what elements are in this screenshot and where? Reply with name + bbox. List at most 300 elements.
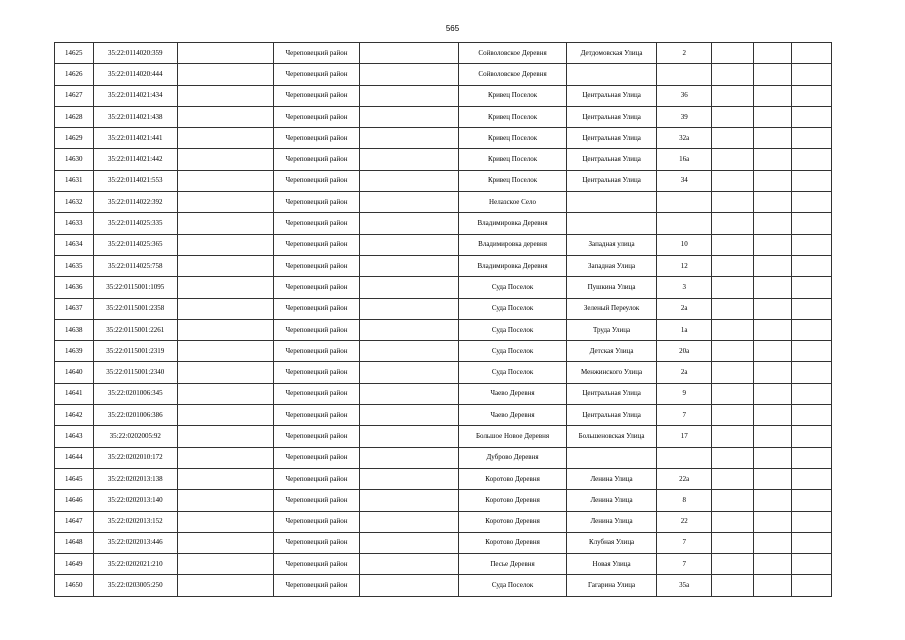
cell-record-number: 14643 <box>55 426 94 447</box>
cell-district: Череповецкий район <box>274 85 359 106</box>
cell-street: Западная улица <box>566 234 656 255</box>
cell-record-number: 14626 <box>55 64 94 85</box>
cell-empty <box>792 319 832 340</box>
cell-empty <box>177 43 273 64</box>
cell-empty <box>753 277 792 298</box>
cell-cadastral-number: 35:22:0201006:345 <box>93 383 177 404</box>
cell-empty <box>753 532 792 553</box>
cell-street <box>566 447 656 468</box>
table-row <box>55 319 832 340</box>
cell-empty <box>753 575 792 596</box>
cell-district: Череповецкий район <box>274 64 359 85</box>
table-row <box>55 298 832 319</box>
cell-empty <box>359 341 459 362</box>
cell-house-number: 2а <box>657 298 712 319</box>
cell-empty <box>177 149 273 170</box>
cell-locality: Суда Поселок <box>459 277 567 298</box>
cell-street: Зеленый Переулок <box>566 298 656 319</box>
cell-empty <box>359 554 459 575</box>
cell-house-number: 20а <box>657 341 712 362</box>
cell-house-number: 7 <box>657 405 712 426</box>
cell-empty <box>177 532 273 553</box>
page-number: 565 <box>445 24 460 33</box>
table-row <box>55 511 832 532</box>
cell-street: Центральная Улица <box>566 106 656 127</box>
cell-empty <box>712 575 754 596</box>
cell-locality: Чаево Деревня <box>459 383 567 404</box>
cell-empty <box>712 405 754 426</box>
cell-locality: Владимировка Деревня <box>459 213 567 234</box>
cell-empty <box>359 213 459 234</box>
cell-street <box>566 64 656 85</box>
cell-district: Череповецкий район <box>274 532 359 553</box>
table-row <box>55 234 832 255</box>
cell-record-number: 14649 <box>55 554 94 575</box>
cell-cadastral-number: 35:22:0201006:386 <box>93 405 177 426</box>
cell-house-number: 2 <box>657 43 712 64</box>
cell-empty <box>712 447 754 468</box>
cell-district: Череповецкий район <box>274 298 359 319</box>
cell-cadastral-number: 35:22:0114025:365 <box>93 234 177 255</box>
cell-empty <box>753 255 792 276</box>
cell-empty <box>712 511 754 532</box>
table-row <box>55 192 832 213</box>
cell-locality: Сойволовское Деревня <box>459 43 567 64</box>
cell-empty <box>792 255 832 276</box>
cell-empty <box>792 128 832 149</box>
cell-empty <box>753 234 792 255</box>
cell-record-number: 14631 <box>55 170 94 191</box>
cell-cadastral-number: 35:22:0114020:359 <box>93 43 177 64</box>
cell-empty <box>792 341 832 362</box>
cell-locality: Суда Поселок <box>459 341 567 362</box>
cell-cadastral-number: 35:22:0114021:434 <box>93 85 177 106</box>
cell-empty <box>753 468 792 489</box>
cell-record-number: 14644 <box>55 447 94 468</box>
table-row <box>55 85 832 106</box>
cell-empty <box>359 405 459 426</box>
cell-record-number: 14648 <box>55 532 94 553</box>
cell-empty <box>359 319 459 340</box>
cell-house-number <box>657 213 712 234</box>
cell-empty <box>177 362 273 383</box>
cell-empty <box>792 234 832 255</box>
cell-record-number: 14635 <box>55 255 94 276</box>
cell-locality: Коротово Деревня <box>459 511 567 532</box>
table-row <box>55 43 832 64</box>
table-row <box>55 128 832 149</box>
cell-record-number: 14629 <box>55 128 94 149</box>
cell-cadastral-number: 35:22:0114021:438 <box>93 106 177 127</box>
cell-record-number: 14628 <box>55 106 94 127</box>
cell-cadastral-number: 35:22:0114021:553 <box>93 170 177 191</box>
cell-empty <box>792 192 832 213</box>
cell-empty <box>792 149 832 170</box>
cell-empty <box>359 192 459 213</box>
cell-empty <box>359 468 459 489</box>
table-row <box>55 255 832 276</box>
table-row <box>55 554 832 575</box>
cell-empty <box>359 490 459 511</box>
cell-house-number: 2а <box>657 362 712 383</box>
cell-empty <box>792 64 832 85</box>
cell-locality: Коротово Деревня <box>459 490 567 511</box>
table-row <box>55 149 832 170</box>
cell-district: Череповецкий район <box>274 511 359 532</box>
cell-house-number: 17 <box>657 426 712 447</box>
cell-empty <box>792 43 832 64</box>
table-row <box>55 405 832 426</box>
cell-cadastral-number: 35:22:0115001:1095 <box>93 277 177 298</box>
cell-empty <box>753 319 792 340</box>
cell-empty <box>177 192 273 213</box>
cell-district: Череповецкий район <box>274 234 359 255</box>
cell-empty <box>177 575 273 596</box>
table-row <box>55 426 832 447</box>
cell-empty <box>177 468 273 489</box>
cell-empty <box>792 468 832 489</box>
cell-empty <box>792 383 832 404</box>
cell-empty <box>359 234 459 255</box>
cell-empty <box>359 426 459 447</box>
cell-empty <box>177 490 273 511</box>
cell-empty <box>753 298 792 319</box>
table-row <box>55 213 832 234</box>
cell-record-number: 14637 <box>55 298 94 319</box>
cell-cadastral-number: 35:22:0202013:140 <box>93 490 177 511</box>
cell-district: Череповецкий район <box>274 106 359 127</box>
cell-record-number: 14630 <box>55 149 94 170</box>
cell-empty <box>753 362 792 383</box>
table-row <box>55 341 832 362</box>
cell-locality: Суда Поселок <box>459 575 567 596</box>
cell-empty <box>177 405 273 426</box>
cell-empty <box>177 106 273 127</box>
cell-district: Череповецкий район <box>274 213 359 234</box>
cell-locality: Коротово Деревня <box>459 532 567 553</box>
cell-district: Череповецкий район <box>274 426 359 447</box>
cell-empty <box>712 468 754 489</box>
cell-district: Череповецкий район <box>274 554 359 575</box>
cell-empty <box>753 149 792 170</box>
cell-empty <box>177 298 273 319</box>
cell-empty <box>177 554 273 575</box>
table-row <box>55 362 832 383</box>
cell-empty <box>712 490 754 511</box>
cell-locality: Суда Поселок <box>459 362 567 383</box>
cell-cadastral-number: 35:22:0202021:210 <box>93 554 177 575</box>
cell-house-number: 22а <box>657 468 712 489</box>
cell-district: Череповецкий район <box>274 192 359 213</box>
cell-empty <box>712 149 754 170</box>
cell-empty <box>359 128 459 149</box>
cell-house-number: 34 <box>657 170 712 191</box>
cell-record-number: 14647 <box>55 511 94 532</box>
cell-empty <box>359 106 459 127</box>
cell-cadastral-number: 35:22:0115001:2358 <box>93 298 177 319</box>
cell-empty <box>753 192 792 213</box>
cell-street: Труда Улица <box>566 319 656 340</box>
cell-street: Ленина Улица <box>566 511 656 532</box>
cell-empty <box>359 149 459 170</box>
cell-empty <box>359 511 459 532</box>
cell-record-number: 14641 <box>55 383 94 404</box>
cell-street: Менжинского Улица <box>566 362 656 383</box>
cell-empty <box>792 426 832 447</box>
cell-house-number: 10 <box>657 234 712 255</box>
cell-empty <box>792 447 832 468</box>
cell-empty <box>753 170 792 191</box>
cell-empty <box>792 405 832 426</box>
cell-empty <box>792 532 832 553</box>
cell-cadastral-number: 35:22:0203005:250 <box>93 575 177 596</box>
registry-body <box>55 43 832 597</box>
cell-record-number: 14636 <box>55 277 94 298</box>
cell-house-number: 32а <box>657 128 712 149</box>
cell-house-number: 16а <box>657 149 712 170</box>
cell-record-number: 14650 <box>55 575 94 596</box>
cell-empty <box>359 575 459 596</box>
cell-cadastral-number: 35:22:0202013:138 <box>93 468 177 489</box>
cell-locality: Чаево Деревня <box>459 405 567 426</box>
cell-empty <box>177 128 273 149</box>
cell-empty <box>177 213 273 234</box>
cell-street: Детская Улица <box>566 341 656 362</box>
cell-record-number: 14640 <box>55 362 94 383</box>
cell-empty <box>712 43 754 64</box>
cell-empty <box>177 170 273 191</box>
cell-empty <box>753 213 792 234</box>
cell-record-number: 14627 <box>55 85 94 106</box>
cell-house-number: 22 <box>657 511 712 532</box>
cell-empty <box>712 85 754 106</box>
cell-district: Череповецкий район <box>274 575 359 596</box>
cell-empty <box>753 426 792 447</box>
cell-cadastral-number: 35:22:0114021:441 <box>93 128 177 149</box>
cell-district: Череповецкий район <box>274 43 359 64</box>
cell-locality: Владимировка Деревня <box>459 255 567 276</box>
cell-record-number: 14634 <box>55 234 94 255</box>
cell-empty <box>712 426 754 447</box>
cell-empty <box>753 64 792 85</box>
cell-house-number <box>657 192 712 213</box>
cell-district: Череповецкий район <box>274 405 359 426</box>
cell-district: Череповецкий район <box>274 170 359 191</box>
cell-locality: Суда Поселок <box>459 298 567 319</box>
cell-district: Череповецкий район <box>274 341 359 362</box>
cell-record-number: 14646 <box>55 490 94 511</box>
cell-record-number: 14632 <box>55 192 94 213</box>
cell-street: Центральная Улица <box>566 405 656 426</box>
cell-house-number <box>657 64 712 85</box>
cell-house-number: 36 <box>657 85 712 106</box>
cell-empty <box>753 43 792 64</box>
cell-empty <box>712 234 754 255</box>
cell-empty <box>712 170 754 191</box>
cell-empty <box>753 383 792 404</box>
cell-empty <box>177 234 273 255</box>
cell-empty <box>792 277 832 298</box>
cell-empty <box>712 64 754 85</box>
table-row <box>55 277 832 298</box>
cell-cadastral-number: 35:22:0114025:335 <box>93 213 177 234</box>
cell-record-number: 14645 <box>55 468 94 489</box>
cell-district: Череповецкий район <box>274 319 359 340</box>
cell-street: Ленина Улица <box>566 468 656 489</box>
cell-street: Центральная Улица <box>566 128 656 149</box>
cell-house-number <box>657 447 712 468</box>
cell-empty <box>177 511 273 532</box>
cell-locality: Сойволовское Деревня <box>459 64 567 85</box>
cell-empty <box>177 64 273 85</box>
cell-locality: Суда Поселок <box>459 319 567 340</box>
cell-cadastral-number: 35:22:0114021:442 <box>93 149 177 170</box>
cell-locality: Кривец Поселок <box>459 170 567 191</box>
cell-empty <box>712 532 754 553</box>
cell-empty <box>359 64 459 85</box>
cell-district: Череповецкий район <box>274 383 359 404</box>
cell-empty <box>792 490 832 511</box>
cell-cadastral-number: 35:22:0115001:2340 <box>93 362 177 383</box>
cell-empty <box>712 341 754 362</box>
cell-district: Череповецкий район <box>274 277 359 298</box>
cell-empty <box>712 128 754 149</box>
cell-street: Детдомовская Улица <box>566 43 656 64</box>
cell-empty <box>712 383 754 404</box>
cell-locality: Кривец Поселок <box>459 85 567 106</box>
cell-record-number: 14638 <box>55 319 94 340</box>
cell-street: Ленина Улица <box>566 490 656 511</box>
cell-empty <box>359 170 459 191</box>
cell-house-number: 1а <box>657 319 712 340</box>
cell-street: Центральная Улица <box>566 170 656 191</box>
cell-empty <box>712 319 754 340</box>
cell-cadastral-number: 35:22:0114020:444 <box>93 64 177 85</box>
cell-empty <box>753 490 792 511</box>
cell-district: Череповецкий район <box>274 128 359 149</box>
cell-street <box>566 192 656 213</box>
cell-locality: Кривец Поселок <box>459 149 567 170</box>
cell-record-number: 14642 <box>55 405 94 426</box>
cell-empty <box>753 511 792 532</box>
cell-empty <box>753 447 792 468</box>
cell-locality: Дуброво Деревня <box>459 447 567 468</box>
table-row <box>55 490 832 511</box>
cell-empty <box>359 298 459 319</box>
cell-district: Череповецкий район <box>274 490 359 511</box>
cell-cadastral-number: 35:22:0202010:172 <box>93 447 177 468</box>
table-row <box>55 170 832 191</box>
cell-empty <box>177 383 273 404</box>
cell-cadastral-number: 35:22:0114025:758 <box>93 255 177 276</box>
table-row <box>55 468 832 489</box>
table-row <box>55 106 832 127</box>
cell-empty <box>792 106 832 127</box>
cell-house-number: 7 <box>657 554 712 575</box>
cell-district: Череповецкий район <box>274 362 359 383</box>
cell-empty <box>177 277 273 298</box>
cell-empty <box>792 298 832 319</box>
cell-street: Гагарина Улица <box>566 575 656 596</box>
cell-cadastral-number: 35:22:0115001:2319 <box>93 341 177 362</box>
cell-empty <box>792 575 832 596</box>
cell-locality: Кривец Поселок <box>459 128 567 149</box>
cell-empty <box>177 255 273 276</box>
cell-locality: Нелазское Село <box>459 192 567 213</box>
cell-cadastral-number: 35:22:0202013:152 <box>93 511 177 532</box>
cell-cadastral-number: 35:22:0202013:446 <box>93 532 177 553</box>
cell-empty <box>712 362 754 383</box>
cell-street: Центральная Улица <box>566 85 656 106</box>
cell-empty <box>712 213 754 234</box>
table-row <box>55 532 832 553</box>
cell-empty <box>359 85 459 106</box>
cell-house-number: 12 <box>657 255 712 276</box>
cell-empty <box>177 341 273 362</box>
cell-street: Клубная Улица <box>566 532 656 553</box>
table-row <box>55 447 832 468</box>
cell-cadastral-number: 35:22:0115001:2261 <box>93 319 177 340</box>
cell-empty <box>792 362 832 383</box>
cell-district: Череповецкий район <box>274 255 359 276</box>
cell-locality: Кривец Поселок <box>459 106 567 127</box>
cell-empty <box>712 192 754 213</box>
cell-empty <box>712 298 754 319</box>
cell-street: Западная Улица <box>566 255 656 276</box>
cell-empty <box>359 383 459 404</box>
cell-empty <box>712 255 754 276</box>
cell-empty <box>177 85 273 106</box>
cell-empty <box>177 447 273 468</box>
cell-locality: Большое Новое Деревня <box>459 426 567 447</box>
cell-empty <box>177 426 273 447</box>
cell-house-number: 39 <box>657 106 712 127</box>
cell-record-number: 14625 <box>55 43 94 64</box>
cell-house-number: 8 <box>657 490 712 511</box>
table-row <box>55 64 832 85</box>
cell-empty <box>753 128 792 149</box>
cell-empty <box>359 43 459 64</box>
cell-locality: Владимировка деревня <box>459 234 567 255</box>
cell-empty <box>753 85 792 106</box>
cell-empty <box>792 85 832 106</box>
cell-locality: Песье Деревня <box>459 554 567 575</box>
cell-district: Череповецкий район <box>274 149 359 170</box>
cell-empty <box>792 511 832 532</box>
cell-record-number: 14633 <box>55 213 94 234</box>
cell-locality: Коротово Деревня <box>459 468 567 489</box>
cell-empty <box>712 106 754 127</box>
cell-empty <box>753 405 792 426</box>
cell-empty <box>712 554 754 575</box>
cell-empty <box>753 554 792 575</box>
cell-street <box>566 213 656 234</box>
cell-empty <box>359 447 459 468</box>
cell-house-number: 3 <box>657 277 712 298</box>
cell-empty <box>359 277 459 298</box>
cell-empty <box>359 362 459 383</box>
cell-cadastral-number: 35:22:0202005:92 <box>93 426 177 447</box>
table-row <box>55 383 832 404</box>
cell-cadastral-number: 35:22:0114022:392 <box>93 192 177 213</box>
cell-street: Центральная Улица <box>566 149 656 170</box>
cell-empty <box>359 532 459 553</box>
cell-empty <box>359 255 459 276</box>
cell-empty <box>792 554 832 575</box>
table-row <box>55 575 832 596</box>
cell-empty <box>712 277 754 298</box>
cell-district: Череповецкий район <box>274 447 359 468</box>
